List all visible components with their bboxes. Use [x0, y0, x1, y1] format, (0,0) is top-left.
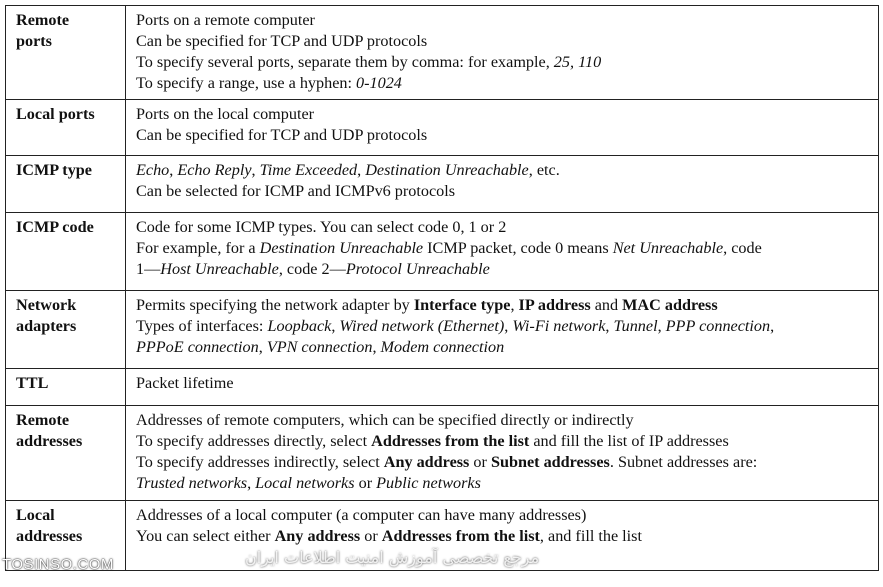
desc-line: To specify addresses directly, select Addresses from the list and fill the list of IP addresses [136, 432, 729, 450]
watermark-site-name: TOSINSO.COM [2, 556, 114, 573]
label-line: Local [16, 506, 55, 524]
row-label [6, 156, 126, 213]
desc-line: Permits specifying the network adapter by Interface type, IP address and MAC address [136, 296, 718, 314]
label-line: ICMP type [16, 161, 92, 179]
desc-line: Trusted networks, Local networks or Public networks [136, 474, 481, 492]
desc-line: Addresses of a local computer (a computer can have many addresses) [136, 506, 587, 524]
desc-line: To specify several ports, separate them by comma: for example, 25, 110 [136, 53, 602, 71]
desc-line: Echo, Echo Reply, Time Exceeded, Destination Unreachable, etc. [136, 161, 560, 179]
row-description [126, 291, 879, 369]
desc-line: To specify addresses indirectly, select Any address or Subnet addresses. Subnet addresses are: [136, 453, 758, 471]
row-description [126, 156, 879, 213]
desc-line: Types of interfaces: Loopback, Wired network (Ethernet), Wi-Fi network, Tunnel, PPP connection, [136, 317, 775, 335]
table-row [6, 100, 879, 156]
desc-line: Can be specified for TCP and UDP protocols [136, 126, 428, 144]
desc-line: Ports on the local computer [136, 105, 315, 123]
desc-line: Addresses of remote computers, which can be specified directly or indirectly [136, 411, 634, 429]
desc-line: To specify a range, use a hyphen: 0-1024 [136, 74, 402, 92]
desc-line: You can select either Any address or Addresses from the list, and fill the list [136, 527, 642, 545]
label-line: Remote [16, 11, 70, 29]
label-line: adapters [16, 317, 77, 335]
table-row [6, 6, 879, 100]
label-line: Network [16, 296, 77, 314]
row-label [6, 6, 126, 100]
desc-line: Can be selected for ICMP and ICMPv6 protocols [136, 182, 456, 200]
table-row [6, 291, 879, 369]
label-line: addresses [16, 432, 83, 450]
table-row [6, 369, 879, 406]
row-label [6, 213, 126, 291]
row-label [6, 369, 126, 406]
row-label [6, 100, 126, 156]
firewall-rule-fields-table [5, 5, 879, 571]
label-line: ports [16, 32, 52, 50]
desc-line: Ports on a remote computer [136, 11, 315, 29]
row-description [126, 213, 879, 291]
desc-line: PPPoE connection, VPN connection, Modem connection [136, 338, 505, 356]
row-description [126, 406, 879, 501]
desc-line: Can be specified for TCP and UDP protocols [136, 32, 428, 50]
row-label [6, 291, 126, 369]
table-row [6, 156, 879, 213]
label-line: TTL [16, 374, 49, 392]
desc-line: Code for some ICMP types. You can select code 0, 1 or 2 [136, 218, 507, 236]
table-row [6, 213, 879, 291]
watermark-tagline: مرجع تخصصی آموزش امنیت اطلاعات ایران [245, 548, 540, 567]
row-description [126, 369, 879, 406]
desc-line: For example, for a Destination Unreachable ICMP packet, code 0 means Net Unreachable, code [136, 239, 762, 257]
label-line: Local ports [16, 105, 95, 123]
desc-line: 1—Host Unreachable, code 2—Protocol Unreachable [136, 260, 490, 278]
desc-line: Packet lifetime [136, 374, 234, 392]
row-description [126, 100, 879, 156]
label-line: addresses [16, 527, 83, 545]
label-line: Remote [16, 411, 70, 429]
row-description [126, 6, 879, 100]
table-row [6, 406, 879, 501]
row-label [6, 406, 126, 501]
label-line: ICMP code [16, 218, 94, 236]
